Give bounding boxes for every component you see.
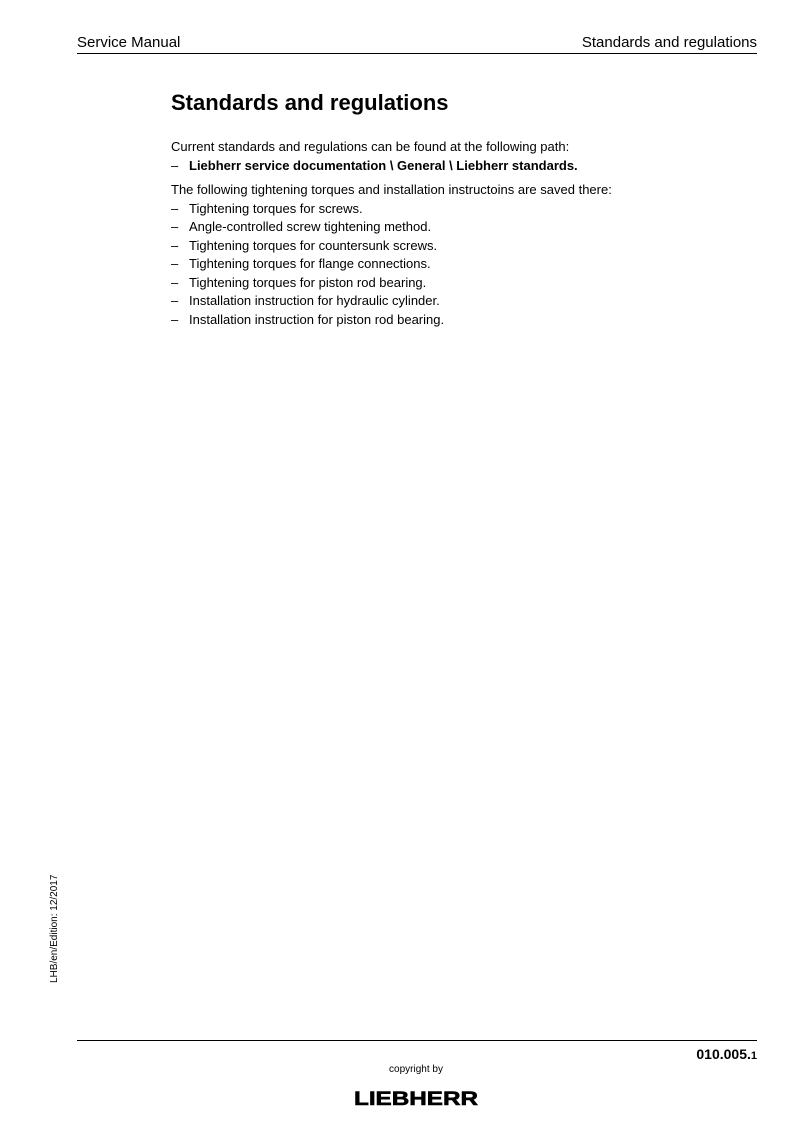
dash-bullet: – <box>171 219 179 234</box>
page-number-sub: 1 <box>750 1050 757 1062</box>
list-item-text: Tightening torques for screws. <box>189 200 363 216</box>
list-item-text: Angle-controlled screw tightening method. <box>189 219 432 234</box>
footer-divider <box>77 1040 757 1041</box>
list-intro-paragraph: The following tightening torques and installation instructoins are saved there: <box>171 182 612 197</box>
list-item <box>171 255 751 274</box>
list-item-text: Installation instruction for hydraulic cylinder. <box>189 293 440 308</box>
list-item-text: Tightening torques for countersunk screws. <box>189 237 438 253</box>
liebherr-logo-text: LIEBHERR <box>354 1089 479 1108</box>
page-title: Standards and regulations <box>171 90 449 115</box>
liebherr-logo <box>352 1088 480 1108</box>
torque-instruction-list <box>171 200 751 330</box>
list-item-text: Tightening torques for piston rod bearing. <box>189 274 427 290</box>
header-section-title: Standards and regulations <box>581 34 757 51</box>
dash-bullet: – <box>171 274 179 290</box>
list-item <box>171 200 751 219</box>
dash-bullet: – <box>171 200 179 216</box>
list-item-text: Tightening torques for flange connections. <box>189 256 431 271</box>
dash-bullet: – <box>171 311 179 327</box>
path-list-item <box>171 157 751 176</box>
edition-note: LHB/en/Edition: 12/2017 <box>49 874 60 983</box>
documentation-path: Liebherr service documentation \ General \ Liebherr standards. <box>189 157 578 173</box>
page-number-main: 010.005. <box>696 1046 751 1062</box>
dash-bullet: – <box>171 237 179 253</box>
dash-bullet: – <box>171 256 179 271</box>
list-item-text: Installation instruction for piston rod bearing. <box>189 311 445 327</box>
list-item <box>171 311 751 330</box>
dash-bullet: – <box>171 293 179 308</box>
page-header <box>77 33 757 54</box>
header-manual-title: Service Manual <box>77 34 181 51</box>
page-number <box>696 1045 757 1065</box>
copyright-label: copyright by <box>389 1064 443 1075</box>
list-item <box>171 237 751 256</box>
dash-bullet: – <box>171 157 179 173</box>
list-item <box>171 292 751 311</box>
intro-paragraph: Current standards and regulations can be found at the following path: <box>171 139 570 154</box>
list-item <box>171 274 751 293</box>
document-body <box>171 138 751 329</box>
list-item <box>171 218 751 237</box>
